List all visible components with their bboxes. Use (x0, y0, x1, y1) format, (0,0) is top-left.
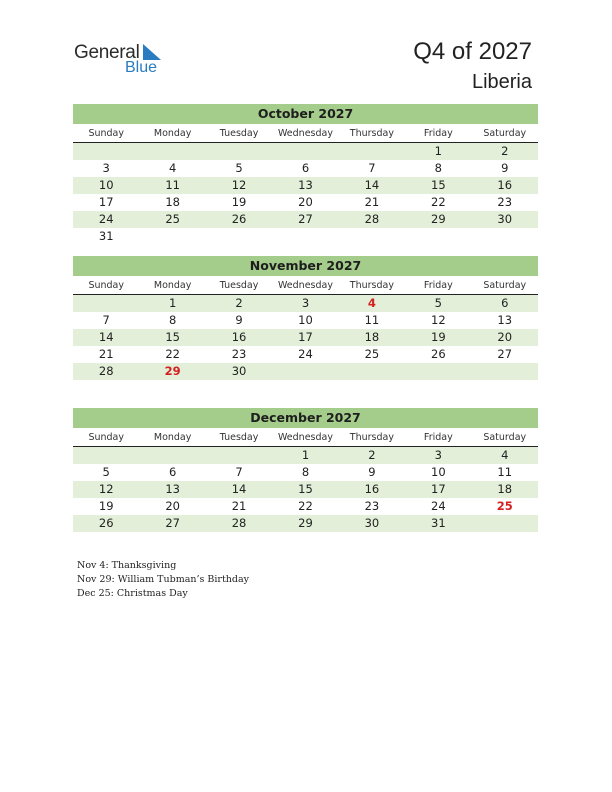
weekday-label: Sunday (88, 432, 124, 443)
day-cell: 3 (434, 448, 442, 462)
weekday-label: Tuesday (219, 432, 259, 443)
empty-day-cell (73, 447, 139, 464)
day-cell: 23 (364, 499, 380, 513)
day-cell: 14 (364, 178, 380, 192)
empty-day-cell (73, 143, 139, 160)
day-cell: 9 (501, 161, 509, 175)
day-cell: 6 (168, 465, 177, 479)
day-cell: 29 (164, 364, 181, 378)
empty-day-cell (206, 228, 272, 245)
day-cell: 19 (431, 330, 446, 344)
day-cell: 2 (501, 144, 509, 158)
day-cell: 16 (231, 330, 247, 344)
day-cell: 14 (231, 482, 247, 496)
weekday-label: Wednesday (277, 280, 333, 291)
weekday-label: Saturday (483, 280, 527, 291)
day-cell: 18 (364, 330, 380, 344)
empty-day-cell (272, 143, 338, 160)
day-cell: 24 (98, 212, 114, 226)
week-row (73, 228, 538, 245)
week-row (73, 363, 538, 380)
week-row (73, 447, 538, 464)
day-cell: 13 (165, 482, 180, 496)
day-cell: 10 (98, 178, 114, 192)
empty-day-cell (339, 228, 405, 245)
empty-day-cell (472, 515, 538, 532)
week-row (73, 329, 538, 346)
day-cell: 4 (501, 448, 509, 462)
day-cell: 9 (235, 313, 243, 327)
day-cell: 6 (501, 296, 509, 310)
day-cell: 30 (497, 212, 513, 226)
empty-day-cell (339, 363, 405, 380)
weekday-label: Thursday (349, 432, 394, 443)
month-october (73, 104, 538, 245)
day-cell: 27 (497, 347, 513, 361)
empty-day-cell (139, 447, 205, 464)
day-cell: 21 (98, 347, 114, 361)
empty-day-cell (405, 228, 471, 245)
day-cell: 18 (165, 195, 180, 209)
weekday-header-row (73, 277, 538, 295)
day-cell: 31 (98, 229, 114, 243)
week-row (73, 464, 538, 481)
week-row (73, 346, 538, 363)
day-cell: 17 (431, 482, 446, 496)
day-cell: 25 (165, 212, 180, 226)
day-cell: 10 (298, 313, 313, 327)
month-november (73, 256, 538, 380)
day-cell: 29 (431, 212, 446, 226)
day-cell: 14 (98, 330, 114, 344)
brand-blue-text: Blue (125, 59, 158, 76)
weekday-label: Friday (423, 432, 453, 443)
day-cell: 5 (235, 161, 243, 175)
day-cell: 19 (98, 499, 114, 513)
empty-day-cell (405, 363, 471, 380)
day-cell: 12 (231, 178, 247, 192)
day-cell: 25 (496, 499, 513, 513)
day-cell: 3 (102, 161, 110, 175)
week-row (73, 177, 538, 194)
weekday-label: Friday (423, 128, 453, 139)
day-cell: 29 (298, 516, 313, 530)
day-cell: 11 (364, 313, 380, 327)
day-cell: 17 (298, 330, 313, 344)
day-cell: 7 (368, 161, 376, 175)
day-cell: 28 (98, 364, 114, 378)
weekday-header-row (73, 125, 538, 143)
weekday-header-row (73, 429, 538, 447)
day-cell: 22 (298, 499, 313, 513)
empty-day-cell (472, 363, 538, 380)
week-row (73, 295, 538, 312)
weekday-label: Wednesday (277, 128, 333, 139)
day-cell: 6 (301, 161, 310, 175)
day-cell: 20 (298, 195, 313, 209)
day-cell: 4 (367, 296, 376, 310)
day-cell: 15 (431, 178, 446, 192)
day-cell: 8 (434, 161, 442, 175)
note-item: Nov 4: Thanksgiving (77, 560, 177, 571)
day-cell: 2 (235, 296, 243, 310)
weekday-label: Monday (153, 432, 192, 443)
day-cell: 5 (102, 465, 110, 479)
week-row (73, 312, 538, 329)
note-item: Dec 25: Christmas Day (77, 588, 188, 599)
day-cell: 28 (364, 212, 380, 226)
day-cell: 5 (434, 296, 442, 310)
empty-day-cell (472, 228, 538, 245)
week-row (73, 194, 538, 211)
month-title: October 2027 (73, 104, 538, 124)
empty-day-cell (206, 143, 272, 160)
weekday-label: Saturday (483, 432, 527, 443)
day-cell: 24 (298, 347, 313, 361)
day-cell: 18 (497, 482, 513, 496)
empty-day-cell (339, 143, 405, 160)
day-cell: 7 (235, 465, 243, 479)
day-cell: 4 (168, 161, 177, 175)
brand-logo (74, 42, 174, 78)
weekday-label: Monday (153, 128, 192, 139)
day-cell: 8 (301, 465, 310, 479)
weekday-label: Thursday (349, 128, 394, 139)
day-cell: 31 (431, 516, 446, 530)
weekday-label: Tuesday (219, 280, 259, 291)
day-cell: 22 (165, 347, 180, 361)
weekday-label: Sunday (88, 128, 124, 139)
holiday-notes (77, 559, 249, 601)
day-cell: 8 (168, 313, 177, 327)
day-cell: 20 (497, 330, 513, 344)
day-cell: 25 (364, 347, 380, 361)
weekday-label: Friday (423, 280, 453, 291)
page-title: Q4 of 2027 (413, 38, 532, 65)
page-subtitle: Liberia (471, 71, 532, 93)
day-cell: 11 (497, 465, 513, 479)
brand-general-text: General (74, 42, 140, 63)
day-cell: 19 (231, 195, 247, 209)
day-cell: 27 (298, 212, 313, 226)
month-title: December 2027 (73, 408, 538, 428)
day-cell: 16 (364, 482, 380, 496)
day-cell: 9 (368, 465, 376, 479)
weekday-label: Monday (153, 280, 192, 291)
day-cell: 28 (231, 516, 247, 530)
day-cell: 21 (364, 195, 380, 209)
day-cell: 13 (497, 313, 513, 327)
day-cell: 15 (298, 482, 313, 496)
day-cell: 1 (168, 296, 177, 310)
week-row (73, 160, 538, 177)
weekday-label: Saturday (483, 128, 527, 139)
week-row (73, 498, 538, 515)
day-cell: 7 (102, 313, 110, 327)
week-row (73, 211, 538, 228)
week-row (73, 481, 538, 498)
day-cell: 30 (231, 364, 247, 378)
day-cell: 30 (364, 516, 380, 530)
day-cell: 2 (368, 448, 376, 462)
day-cell: 15 (165, 330, 180, 344)
weekday-label: Sunday (88, 280, 124, 291)
weekday-label: Wednesday (277, 432, 333, 443)
empty-day-cell (139, 143, 205, 160)
month-december (73, 408, 538, 532)
day-cell: 17 (98, 195, 114, 209)
day-cell: 11 (165, 178, 180, 192)
day-cell: 20 (165, 499, 180, 513)
empty-day-cell (272, 228, 338, 245)
weekday-label: Thursday (349, 280, 394, 291)
day-cell: 22 (431, 195, 446, 209)
empty-day-cell (206, 447, 272, 464)
empty-day-cell (272, 363, 338, 380)
day-cell: 26 (231, 212, 247, 226)
day-cell: 26 (98, 516, 114, 530)
day-cell: 26 (431, 347, 446, 361)
day-cell: 1 (434, 144, 442, 158)
week-row (73, 143, 538, 160)
day-cell: 24 (431, 499, 446, 513)
day-cell: 21 (231, 499, 247, 513)
day-cell: 1 (301, 448, 310, 462)
day-cell: 16 (497, 178, 513, 192)
empty-day-cell (139, 228, 205, 245)
day-cell: 12 (431, 313, 446, 327)
day-cell: 3 (301, 296, 310, 310)
week-row (73, 515, 538, 532)
day-cell: 23 (231, 347, 247, 361)
empty-day-cell (73, 295, 139, 312)
note-item: Nov 29: William Tubman’s Birthday (77, 574, 250, 585)
day-cell: 10 (431, 465, 446, 479)
day-cell: 27 (165, 516, 180, 530)
day-cell: 23 (497, 195, 513, 209)
day-cell: 12 (98, 482, 114, 496)
day-cell: 13 (298, 178, 313, 192)
weekday-label: Tuesday (219, 128, 259, 139)
month-title: November 2027 (73, 256, 538, 276)
